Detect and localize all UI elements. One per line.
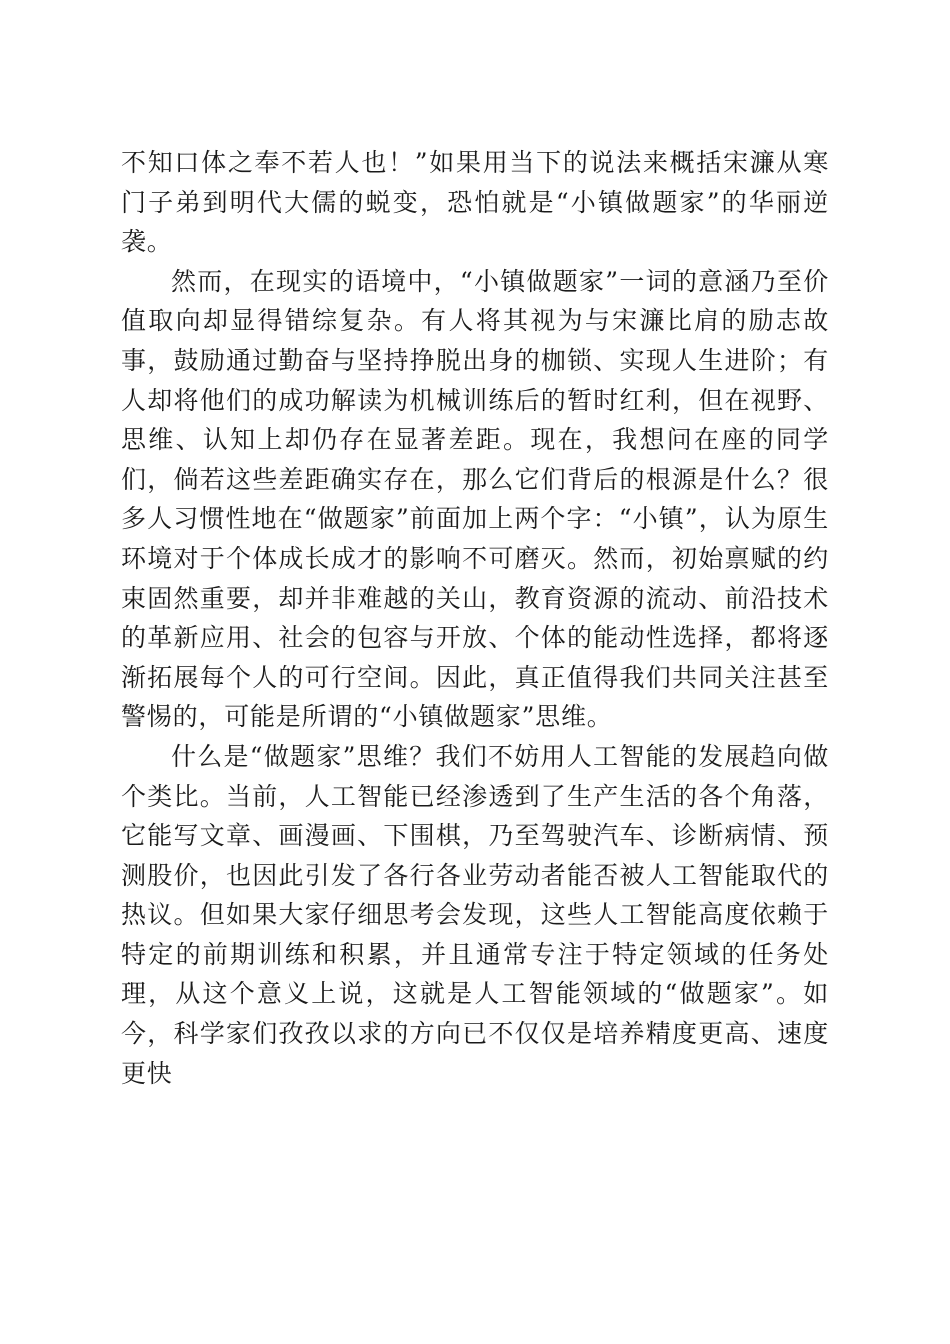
document-body xyxy=(121,143,829,1093)
paragraph-xiaozhen-context: 然而，在现实的语境中，“小镇做题家”一词的意涵乃至价值取向却显得错综复杂。有人将其视为与宋濂比肩的励志故事，鼓励通过勤奋与坚持挣脱出身的枷锁、实现人生进阶；有人却将他们的成功解读为机械训练后的暂时红利，但在视野、思维、认知上却仍存在显著差距。现在，我想问在座的同学们，倘若这些差距确实存在，那么它们背后的根源是什么？很多人习惯性地在“做题家”前面加上两个字：“小镇”，认为原生环境对于个体成长成才的影响不可磨灭。然而，初始禀赋的约束固然重要，却并非难越的关山，教育资源的流动、前沿技术的革新应用、社会的包容与开放、个体的能动性选择，都将逐渐拓展每个人的可行空间。因此，真正值得我们共同关注甚至警惕的，可能是所谓的“小镇做题家”思维。 xyxy=(121,266,829,732)
paragraph-continuation: 不知口体之奉不若人也！”如果用当下的说法来概括宋濂从寒门子弟到明代大儒的蜕变，恐怕就是“小镇做题家”的华丽逆袭。 xyxy=(121,148,829,257)
paragraph-ai-analogy: 什么是“做题家”思维？我们不妨用人工智能的发展趋向做个类比。当前，人工智能已经渗透到了生产生活的各个角落，它能写文章、画漫画、下围棋，乃至驾驶汽车、诊断病情、预测股价，也因此引发了各行各业劳动者能否被人工智能取代的热议。但如果大家仔细思考会发现，这些人工智能高度依赖于特定的前期训练和积累，并且通常专注于特定领域的任务处理，从这个意义上说，这就是人工智能领域的“做题家”。如今，科学家们孜孜以求的方向已不仅仅是培养精度更高、速度更快 xyxy=(121,741,829,1088)
